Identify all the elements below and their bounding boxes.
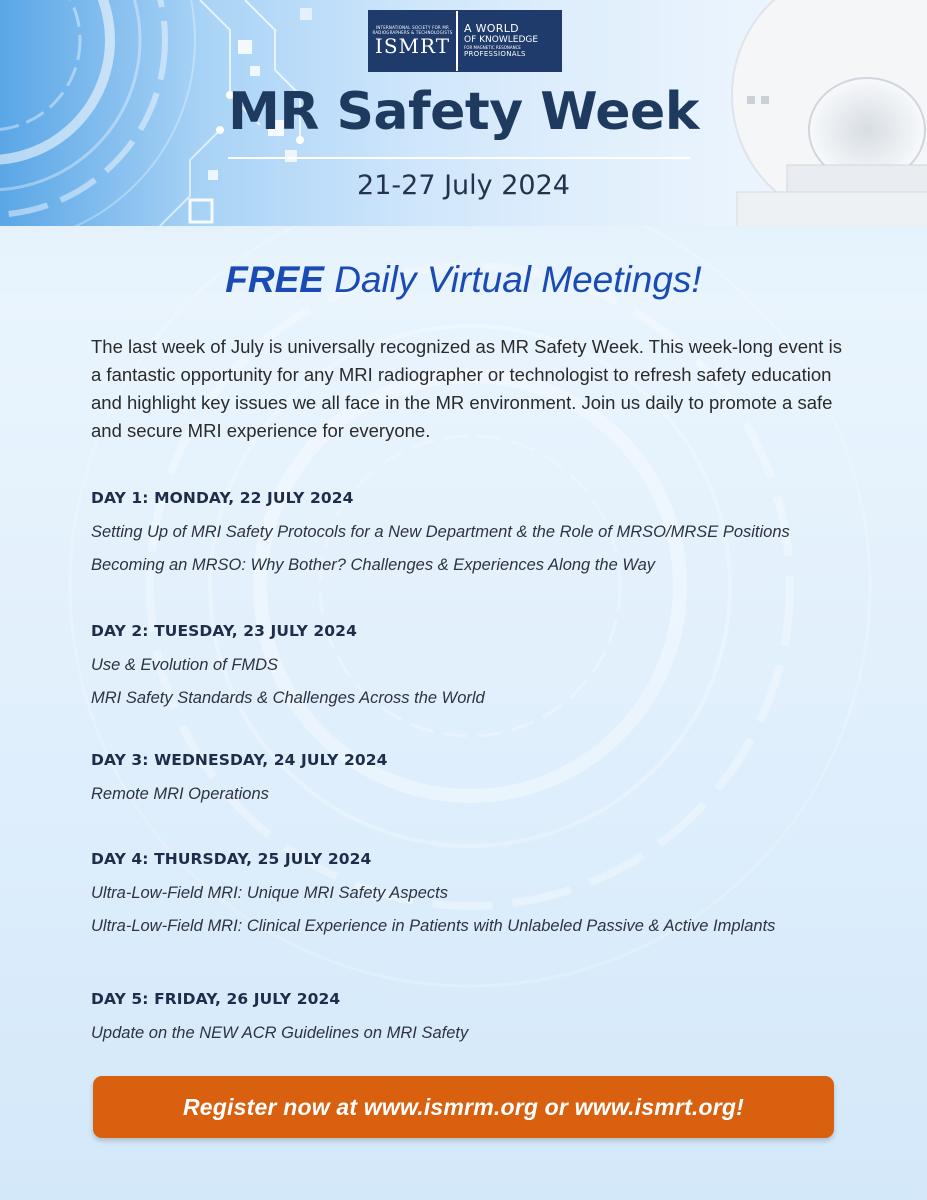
logo-tagline-1: A WORLD [464, 22, 519, 35]
header-banner [0, 0, 927, 226]
headline-free: FREE [225, 259, 324, 300]
logo-tagline-2: OF KNOWLEDGE [464, 35, 539, 45]
logo-tagline-3: FOR MAGNETIC RESONANCE [464, 45, 521, 50]
register-banner[interactable]: Register now at www.ismrm.org or www.ismrt.org! [93, 1076, 834, 1138]
day-title: DAY 5: FRIDAY, 26 JULY 2024 [91, 990, 341, 1008]
day-title: DAY 3: WEDNESDAY, 24 JULY 2024 [91, 751, 388, 769]
event-dates: 21-27 July 2024 [357, 170, 570, 201]
session-title: MRI Safety Standards & Challenges Across the World [91, 689, 485, 707]
page-title: MR Safety Week [228, 82, 699, 142]
session-title: Remote MRI Operations [91, 785, 269, 803]
session-title: Setting Up of MRI Safety Protocols for a New Department & the Role of MRSO/MRSE Positions [91, 523, 790, 541]
session-title: Ultra-Low-Field MRI: Unique MRI Safety Aspects [91, 884, 448, 902]
day-4-section [91, 850, 881, 943]
session-title: Becoming an MRSO: Why Bother? Challenges & Experiences Along the Way [91, 556, 656, 574]
session-title: Update on the NEW ACR Guidelines on MRI Safety [91, 1024, 469, 1042]
day-1-section [91, 489, 881, 582]
headline [0, 259, 927, 301]
day-2-section [91, 622, 881, 715]
headline-text: Daily Virtual Meetings! [323, 259, 702, 300]
day-title: DAY 1: MONDAY, 22 JULY 2024 [91, 489, 354, 507]
intro-paragraph: The last week of July is universally recognized as MR Safety Week. This week-long event is a fantastic opportunity for any MRI radiographer or technologist to refresh safety education and highlight key issues we all face in the MR environment. Join us daily to promote a safe and secure MRI experience for everyone. [91, 336, 842, 441]
logo-tagline-panel [456, 11, 561, 71]
logo-acronym-panel [369, 11, 456, 71]
session-title: Ultra-Low-Field MRI: Clinical Experience in Patients with Unlabeled Passive & Active Implants [91, 917, 776, 935]
title-divider [228, 157, 690, 159]
logo-acronym: ISMRT [374, 34, 451, 58]
day-5-section [91, 990, 881, 1050]
day-3-section [91, 751, 881, 811]
logo-org-name: INTERNATIONAL SOCIETY FOR MR RADIOGRAPHERS & TECHNOLOGISTS [372, 25, 453, 35]
day-title: DAY 4: THURSDAY, 25 JULY 2024 [91, 850, 372, 868]
session-title: Use & Evolution of FMDS [91, 656, 279, 674]
logo-tagline-4: PROFESSIONALS [464, 50, 526, 58]
day-title: DAY 2: TUESDAY, 23 JULY 2024 [91, 622, 357, 640]
ismrt-logo [368, 10, 562, 72]
